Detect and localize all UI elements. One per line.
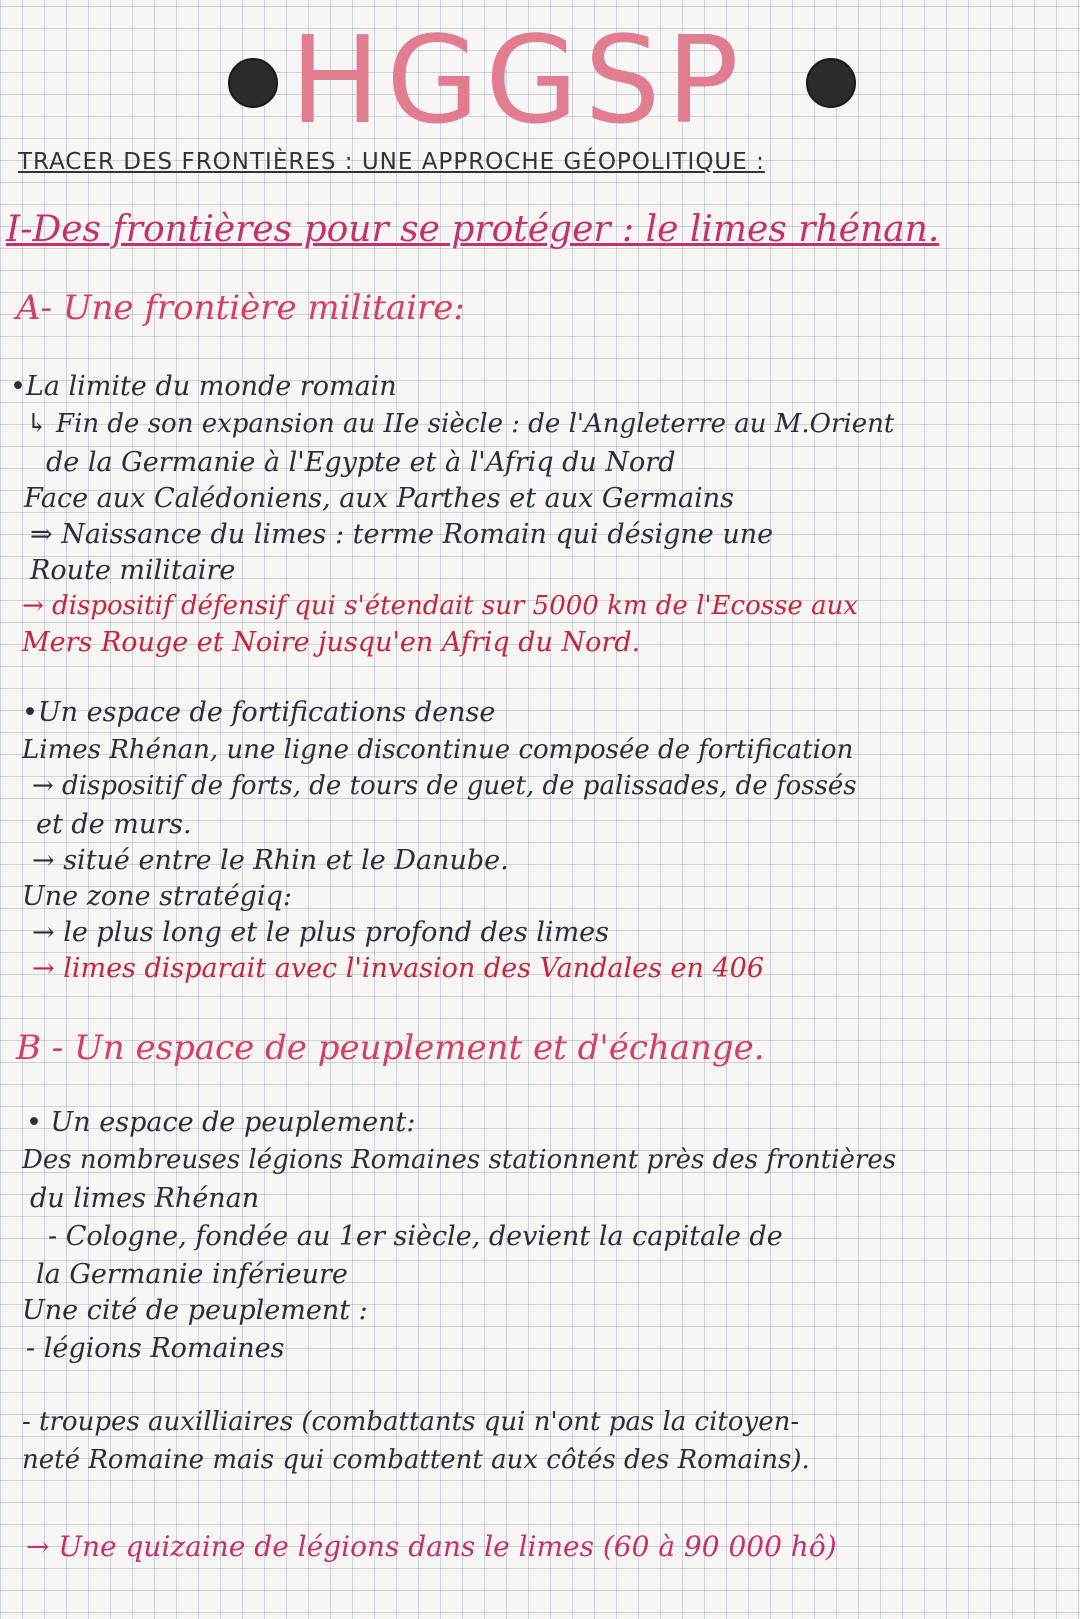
binder-hole-right	[806, 58, 856, 108]
note-line: - Cologne, fondée au 1er siècle, devient la capitale de	[48, 1221, 783, 1252]
note-line: - troupes auxilliaires (combattants qui n'ont pas la citoyen-	[22, 1407, 800, 1437]
note-line: de la Germanie à l'Egypte et à l'Afriq du Nord	[46, 447, 676, 478]
main-heading: TRACER DES FRONTIÈRES : UNE APPROCHE GÉOPOLITIQUE :	[18, 149, 765, 175]
note-line: la Germanie inférieure	[36, 1259, 348, 1290]
section-b-heading: B - Un espace de peuplement et d'échange.	[16, 1028, 765, 1068]
note-line: Des nombreuses légions Romaines stationnent près des frontières	[22, 1145, 897, 1175]
section-a-heading: A- Une frontière militaire:	[16, 288, 465, 328]
note-line: Une zone stratégiq:	[22, 881, 292, 912]
note-line: Face aux Calédoniens, aux Parthes et aux Germains	[24, 483, 734, 514]
note-line: Limes Rhénan, une ligne discontinue composée de fortification	[22, 735, 854, 765]
note-line: et de murs.	[36, 809, 192, 840]
note-line: Une cité de peuplement :	[22, 1295, 368, 1326]
note-line: → limes disparait avec l'invasion des Vandales en 406	[32, 953, 765, 984]
page-title: HGGSP	[290, 12, 745, 151]
note-line: - légions Romaines	[26, 1333, 285, 1364]
note-line: neté Romaine mais qui combattent aux côtés des Romains).	[22, 1445, 810, 1475]
note-line: Route militaire	[30, 555, 236, 586]
section-1-heading: I-Des frontières pour se protéger : le limes rhénan.	[6, 209, 940, 250]
binder-hole-left	[228, 58, 278, 108]
note-line: → le plus long et le plus profond des limes	[32, 917, 610, 948]
note-line: → dispositif de forts, de tours de guet, de palissades, de fossés	[32, 771, 857, 801]
note-line: Mers Rouge et Noire jusqu'en Afriq du Nord.	[22, 627, 641, 658]
note-line: •Un espace de fortifications dense	[22, 697, 496, 728]
note-line: ⇒ Naissance du limes : terme Romain qui désigne une	[30, 519, 774, 550]
note-line: du limes Rhénan	[30, 1183, 260, 1214]
note-line: •La limite du monde romain	[10, 371, 397, 402]
note-line: → situé entre le Rhin et le Danube.	[32, 845, 509, 876]
note-line: → dispositif défensif qui s'étendait sur 5000 km de l'Ecosse aux	[22, 591, 858, 621]
note-line: → Une quizaine de légions dans le limes (60 à 90 000 hô)	[26, 1530, 837, 1563]
note-line: ↳ Fin de son expansion au IIe siècle : de l'Angleterre au M.Orient	[26, 409, 895, 439]
note-line: • Un espace de peuplement:	[26, 1107, 416, 1138]
